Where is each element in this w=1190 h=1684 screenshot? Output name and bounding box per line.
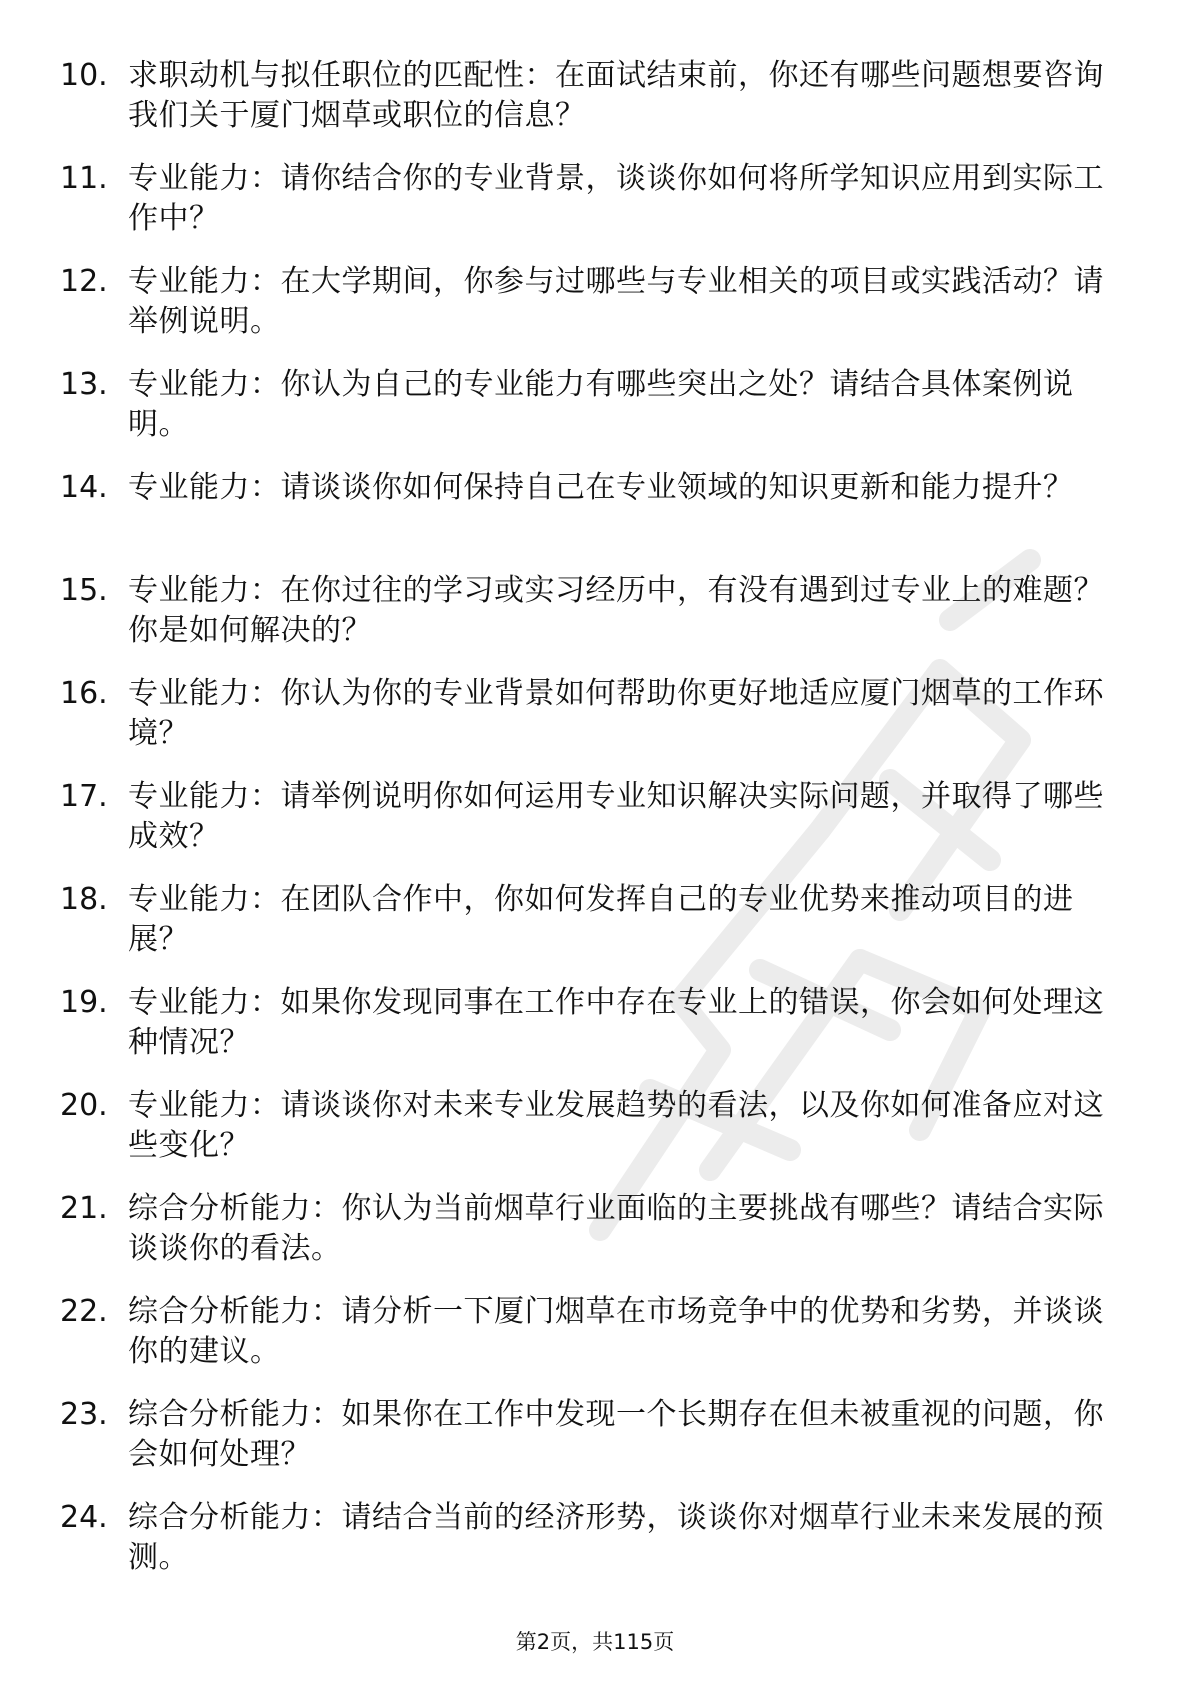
question-number: 21. [60, 1191, 108, 1226]
question-number: 19. [60, 985, 108, 1020]
question-text: 专业能力：在你过往的学习或实习经历中，有没有遇到过专业上的难题？你是如何解决的？ [128, 573, 1104, 648]
list-item [60, 159, 1120, 262]
question-text: 综合分析能力：你认为当前烟草行业面临的主要挑战有哪些？请结合实际谈谈你的看法。 [128, 1191, 1104, 1266]
list-item [60, 674, 1120, 777]
question-text: 专业能力：你认为自己的专业能力有哪些突出之处？请结合具体案例说明。 [128, 367, 1074, 442]
question-text: 专业能力：请举例说明你如何运用专业知识解决实际问题，并取得了哪些成效？ [128, 779, 1104, 854]
question-number: 17. [60, 779, 108, 814]
question-text: 专业能力：你认为你的专业背景如何帮助你更好地适应厦门烟草的工作环境？ [128, 676, 1104, 751]
question-text: 专业能力：在大学期间，你参与过哪些与专业相关的项目或实践活动？请举例说明。 [128, 264, 1104, 339]
question-number: 14. [60, 470, 108, 505]
question-text: 专业能力：在团队合作中，你如何发挥自己的专业优势来推动项目的进展？ [128, 882, 1074, 957]
question-number: 12. [60, 264, 108, 299]
list-item [60, 571, 1120, 674]
question-number: 18. [60, 882, 108, 917]
question-number: 15. [60, 573, 108, 608]
list-item [60, 1395, 1120, 1498]
list-item [60, 983, 1120, 1086]
list-item [60, 1498, 1120, 1601]
question-number: 22. [60, 1294, 108, 1329]
question-text: 专业能力：请谈谈你对未来专业发展趋势的看法，以及你如何准备应对这些变化？ [128, 1088, 1104, 1163]
question-number: 11. [60, 161, 108, 196]
list-item [60, 468, 1120, 571]
question-number: 16. [60, 676, 108, 711]
list-item [60, 1292, 1120, 1395]
page-number-label: 第2页，共115页 [515, 1630, 675, 1654]
question-text: 综合分析能力：请分析一下厦门烟草在市场竞争中的优势和劣势，并谈谈你的建议。 [128, 1294, 1104, 1369]
question-text: 综合分析能力：如果你在工作中发现一个长期存在但未被重视的问题，你会如何处理？ [128, 1397, 1104, 1472]
list-item [60, 777, 1120, 880]
question-number: 20. [60, 1088, 108, 1123]
list-item [60, 262, 1120, 365]
page-footer [0, 1628, 1190, 1656]
question-text: 综合分析能力：请结合当前的经济形势，谈谈你对烟草行业未来发展的预测。 [128, 1500, 1104, 1575]
question-number: 23. [60, 1397, 108, 1432]
question-list [60, 56, 1120, 1601]
question-number: 13. [60, 367, 108, 402]
list-item [60, 365, 1120, 468]
list-item [60, 880, 1120, 983]
list-item [60, 1086, 1120, 1189]
list-item [60, 56, 1120, 159]
question-text: 专业能力：请你结合你的专业背景，谈谈你如何将所学知识应用到实际工作中？ [128, 161, 1104, 236]
list-item [60, 1189, 1120, 1292]
question-text: 专业能力：请谈谈你如何保持自己在专业领域的知识更新和能力提升？ [128, 470, 1074, 505]
question-text: 求职动机与拟任职位的匹配性：在面试结束前，你还有哪些问题想要咨询我们关于厦门烟草或职位的信息？ [128, 58, 1104, 133]
question-text: 专业能力：如果你发现同事在工作中存在专业上的错误，你会如何处理这种情况？ [128, 985, 1104, 1060]
question-number: 24. [60, 1500, 108, 1535]
question-number: 10. [60, 58, 108, 93]
